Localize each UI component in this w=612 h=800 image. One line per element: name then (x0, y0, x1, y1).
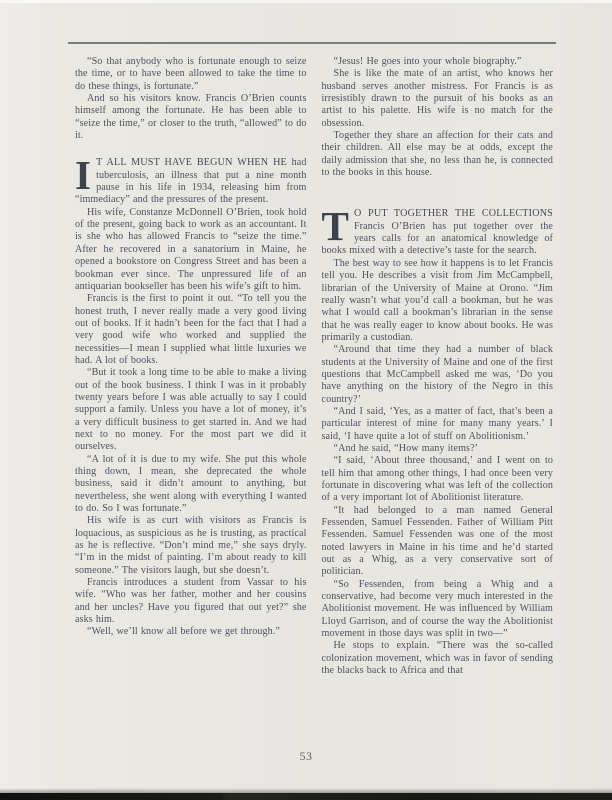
paragraph: “Jesus! He goes into your whole biography.” (333, 56, 522, 67)
paragraph: “I said, ‘About three thousand,’ and I went on to tell him that among other things, I had once been very fortunate in discovering what was left of the collection of a very important lot of Abolitionist literature. (321, 455, 553, 504)
section-lead-in: T ALL MUST HAVE BEGUN WHEN HE (96, 157, 287, 169)
paragraph: “Well, we’ll know all before we get through.” (87, 626, 281, 638)
paragraph: Francis is the first to point it out. “To tell you the honest truth, I never really made a very good living out of books. If it hadn’t been for the fact that I had a very good wife who worked and supplied the necessities—I mean I supplied what little luxuries we had. A lot of books. (75, 293, 307, 366)
paragraph: “And I said, ‘Yes, as a matter of fact, that’s been a particular interest of mine for many many years.’ I said, ‘I have quite a lot of stuff on Abolitionism.’ (321, 405, 553, 442)
section-opening-left (75, 152, 307, 206)
page-top-edge (0, 0, 612, 3)
paragraph: “But it took a long time to be able to make a living out of the book business. I think I was in it probably twenty years before I was able actually to say I could support a family. Unless you have a lot of money, it’s a very difficult business to get started in. And we had next to no money. For the most part we did it ourselves. (75, 367, 307, 453)
paragraph: His wife, Constanze McDonnell O’Brien, took hold of the present, going back to work as an accountant. It is she who has allowed Francis to “seize the time.” After he recovered in a sanatorium in Maine, he opened a bookstore on Congress Street and has been a bookman ever since. The unpressured life of an antiquarian bookseller has been his wife’s gift to him. (75, 206, 307, 292)
paragraph: His wife is as curt with visitors as Francis is loquacious, as suspicious as he is trusting, as practical as he is reflective. “Don’t mind me,” she says dryly. “I’m in the midst of painting. I’m about ready to kill someone.” The visitors laugh, but she doesn’t. (75, 515, 307, 576)
section-lead-in: O PUT TOGETHER THE COLLECTIONS (353, 208, 553, 220)
paragraph: The best way to see how it happens is to let Francis tell you. He describes a visit from Jim McCampbell, librarian of the University of Maine at Orono. “Jim really wasn’t what you’d call a bookman, but he was what I would call a bookman’s librarian in the sense that he was really eager to know about books. He was primarily a custodian. (321, 257, 553, 343)
paragraph: “So that anybody who is fortunate enough to seize the time, or to have been allowed to take the time to do these things, is fortunate.” (75, 56, 307, 92)
paragraph: “And he said, “How many items?’ (333, 442, 479, 454)
section-opening-text: Francis O’Brien has put together over the years calls for an anatomical knowledge of books mixed with a detective’s taste for the search. (321, 220, 553, 257)
drop-cap-letter-i: I (75, 152, 92, 199)
paragraph: Together they share an affection for their cats and their children. All else may be at odds, except the daily admission that she, no less than he, is connected to the books in this house. (321, 130, 553, 179)
paragraph: “Around that time they had a number of black students at the University of Maine and one of the first questions that McCampbell asked me was, ‘Do you have anything on the history of the Negro in this country?’ (321, 344, 553, 405)
section-opening-right (321, 203, 554, 257)
header-rule (68, 42, 556, 44)
paragraph: “It had belonged to a man named General Fessenden, Samuel Fessenden. Father of William Pitt Fessenden. Samuel Fessenden was one of the most noted lawyers in Maine in his time and he’d started out as a Whig, as a very conservative sort of politician. (321, 504, 553, 578)
article-body (75, 56, 553, 678)
paragraph: “A lot of it is due to my wife. She put this whole thing down, I mean, she deprecated the whole business, said it didn’t amount to anything, but nevertheless, she went along with everything I wanted to do. So I was fortunate.” (75, 453, 307, 515)
left-column (75, 56, 307, 678)
paragraph: And so his visitors know. Francis O’Brien counts himself among the fortunate. He has been able to “seize the time,” or closer to the truth, “allowed” to do it. (75, 93, 307, 142)
section-opening-text: had tuberculosis, an illness that put a nine month pause in his life in 1934, releasing him from “immediacy” and the pressures of the present. (75, 157, 307, 206)
right-column (322, 56, 554, 678)
drop-cap-letter-t: T (321, 203, 349, 250)
paragraph: She is like the mate of an artist, who knows her husband serves another mistress. For Francis is as irresistibly drawn to the pursuit of his books as an artist to his palette. His wife is no match for the obsession. (321, 68, 553, 129)
paragraph: He stops to explain. “There was the so-called colonization movement, which was in favor of sending the blacks back to Africa and that (321, 640, 553, 677)
scan-edge-bar (0, 793, 612, 800)
paragraph: Francis introduces a student from Vassar to his wife. “Who was her father, mother and her cousins and her uncles? Have you figured that out yet?” she asks him. (75, 577, 307, 626)
page-number: 53 (299, 749, 313, 763)
paragraph: “So Fessenden, from being a Whig and a conservative, had become very much interested in the Abolitionist movement. He was influenced by William Lloyd Garrison, and of course the way the Abolitionist movement in those days was split in two—” (321, 578, 553, 640)
